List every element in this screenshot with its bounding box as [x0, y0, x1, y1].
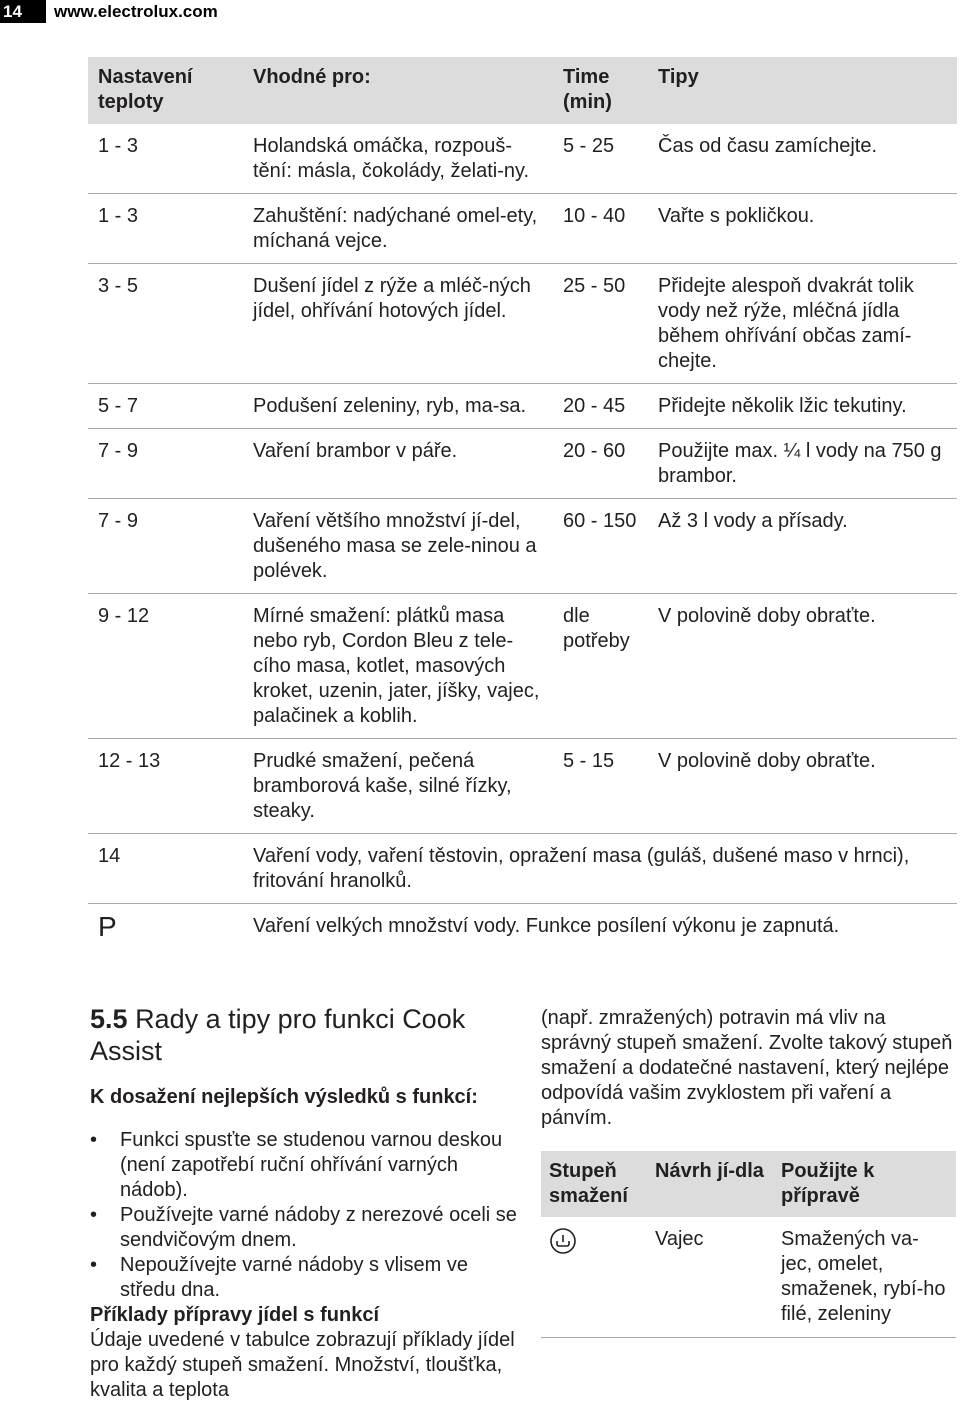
setting-cell: 14 — [88, 834, 243, 904]
section-title — [90, 1003, 520, 1067]
tips-cell: V polovině doby obraťte. — [648, 594, 957, 739]
table-row — [88, 834, 957, 904]
section-title-text: Rady a tipy pro funkci Cook Assist — [90, 1004, 466, 1066]
tips-list — [90, 1128, 520, 1303]
time-cell: 20 - 45 — [553, 384, 648, 429]
table-row — [88, 429, 957, 499]
column-header: Stupeň smažení — [541, 1151, 647, 1217]
continuation-text: (např. zmražených) potravin má vliv na správný stupeň smažení. Zvolte takový stupeň smažení a dodatečné nastavení, který nejlépe odpovídá vašim zvyklostem při vaření a pánvím. — [541, 1007, 953, 1129]
time-cell: 10 - 40 — [553, 194, 648, 264]
setting-cell: 7 - 9 — [88, 499, 243, 594]
table-row — [88, 264, 957, 384]
use-cell: Prudké smažení, pečená bramborová kaše, silné řízky, steaky. — [243, 739, 553, 834]
tips-cell: Přidejte několik lžic tekutiny. — [648, 384, 957, 429]
right-column — [541, 1006, 956, 1338]
table-row — [88, 904, 957, 949]
table-header-row — [88, 57, 957, 124]
subheading: K dosažení nejlepších výsledků s funkcí: — [90, 1086, 478, 1108]
column-header: Vhodné pro: — [243, 57, 553, 124]
time-cell: 5 - 25 — [553, 124, 648, 194]
column-header: Time (min) — [553, 57, 648, 124]
tips-cell: Přidejte alespoň dvakrát tolik vody než rýže, mléčná jídla během ohřívání občas zamí-chejte. — [648, 264, 957, 384]
table-row — [88, 739, 957, 834]
setting-cell: 5 - 7 — [88, 384, 243, 429]
column-header: Tipy — [648, 57, 957, 124]
setting-cell: 1 - 3 — [88, 194, 243, 264]
tips-cell: Až 3 l vody a přísady. — [648, 499, 957, 594]
use-cell: Vaření brambor v páře. — [243, 429, 553, 499]
setting-cell: 9 - 12 — [88, 594, 243, 739]
setting-cell: 12 - 13 — [88, 739, 243, 834]
cooking-settings-table — [88, 57, 957, 948]
time-cell: 25 - 50 — [553, 264, 648, 384]
examples-heading: Příklady přípravy jídel s funkcí — [90, 1304, 380, 1326]
time-cell: dle potřeby — [553, 594, 648, 739]
tips-cell: Čas od času zamíchejte. — [648, 124, 957, 194]
time-cell: 5 - 15 — [553, 739, 648, 834]
table-row — [88, 594, 957, 739]
left-column — [90, 1003, 520, 1403]
table-row — [88, 124, 957, 194]
list-item: • Nepoužívejte varné nádoby s vlisem ve středu dna. — [90, 1253, 520, 1303]
setting-cell: 3 - 5 — [88, 264, 243, 384]
use-cell: Holandská omáčka, rozpouš-tění: másla, čokolády, želati-ny. — [243, 124, 553, 194]
use-cell: Dušení jídel z rýže a mléč-ných jídel, ohřívání hotových jídel. — [243, 264, 553, 384]
tips-cell: V polovině doby obraťte. — [648, 739, 957, 834]
time-cell: 60 - 150 — [553, 499, 648, 594]
table-row — [88, 499, 957, 594]
description-cell: Vaření velkých množství vody. Funkce posílení výkonu je zapnutá. — [253, 915, 840, 937]
setting-cell: 1 - 3 — [88, 124, 243, 194]
section-number: 5.5 — [90, 1004, 128, 1034]
level-cell — [541, 1217, 647, 1338]
use-cell: Vaření většího množství jí-del, dušeného masa se zele-ninou a polévek. — [243, 499, 553, 594]
setting-cell: P — [98, 911, 117, 942]
time-cell: 20 - 60 — [553, 429, 648, 499]
tips-cell: Použijte max. ¼ l vody na 750 g brambor. — [648, 429, 957, 499]
use-cell: Mírné smažení: plátků masa nebo ryb, Cordon Bleu z tele-cího masa, kotlet, masových kroket, uzenin, jater, jíšky, vajec, palačinek a koblih. — [243, 594, 553, 739]
use-cell: Zahuštění: nadýchané omel-ety, míchaná vejce. — [243, 194, 553, 264]
description-cell: Vaření vody, vaření těstovin, opražení masa (guláš, dušené maso v hrnci), fritování hranolků. — [243, 834, 957, 904]
list-item: • Funkci spusťte se studenou varnou deskou (není zapotřebí ruční ohřívání varných nádob). — [90, 1128, 520, 1203]
tips-cell: Vařte s pokličkou. — [648, 194, 957, 264]
column-header: Nastavení teploty — [88, 57, 243, 124]
page-header — [0, 0, 218, 23]
table-header-row — [541, 1151, 956, 1217]
use-cell: Podušení zeleniny, ryb, ma-sa. — [243, 384, 553, 429]
table-row — [88, 384, 957, 429]
examples-text: Údaje uvedené v tabulce zobrazují příklady jídel pro každý stupeň smažení. Množství, tloušťka, kvalita a teplota — [90, 1329, 515, 1401]
list-item: • Používejte varné nádoby z nerezové oceli se sendvičovým dnem. — [90, 1203, 520, 1253]
table-row — [541, 1217, 956, 1338]
use-cell: Smažených va-jec, omelet, smaženek, rybí-ho filé, zeleniny — [773, 1217, 956, 1338]
column-header: Návrh jí-dla — [647, 1151, 773, 1217]
setting-cell: 7 - 9 — [88, 429, 243, 499]
column-header: Použijte k přípravě — [773, 1151, 956, 1217]
page-number: 14 — [0, 0, 46, 23]
frying-pan-icon — [549, 1227, 577, 1255]
frying-level-table — [541, 1151, 956, 1338]
site-url: www.electrolux.com — [54, 1, 218, 21]
dish-cell: Vajec — [647, 1217, 773, 1338]
table-row — [88, 194, 957, 264]
